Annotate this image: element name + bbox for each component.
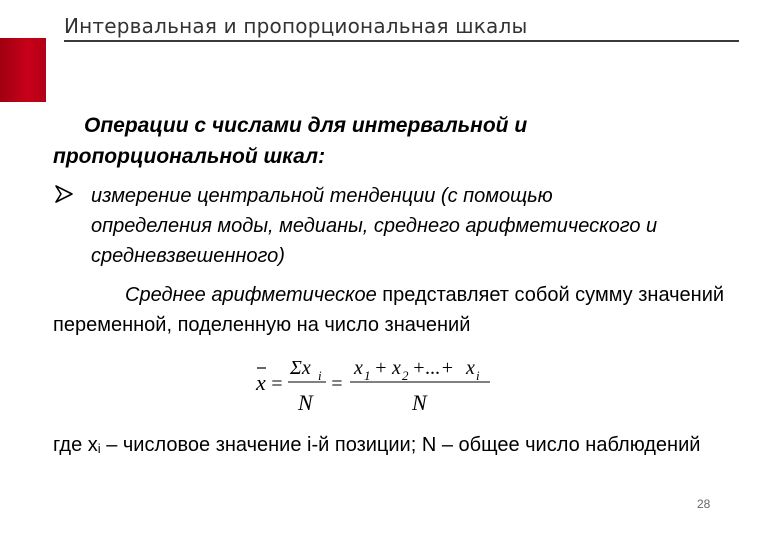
page-number: 28 — [697, 497, 711, 511]
mean-formula — [240, 352, 520, 422]
formula-den2: N — [412, 390, 427, 415]
arrow-bullet-icon — [53, 183, 75, 205]
formula-eq1: = — [270, 373, 284, 395]
title-underline — [64, 40, 739, 42]
formula-num1-sub: i — [318, 368, 322, 383]
notation-note — [53, 430, 753, 464]
formula-num1: Σx — [290, 357, 311, 379]
definition-text: представляет собой сумму значений переменной, поделенную на число значений — [53, 284, 725, 336]
note-sub: i — [97, 441, 101, 456]
section-heading: Операции с числами для интервальной и пропорциональной шкал: — [53, 114, 528, 168]
formula-lhs: x — [256, 370, 266, 395]
formula-x1-sub: 1 — [364, 368, 371, 383]
formula-x2: x — [392, 357, 401, 379]
formula-x1: x — [354, 357, 363, 379]
formula-xi-sub: i — [476, 368, 480, 383]
note-pre: где x — [53, 434, 98, 456]
definition-paragraph — [53, 280, 753, 340]
accent-block — [0, 38, 46, 102]
formula-xi: x — [466, 357, 475, 379]
slide-title: Интервальная и пропорциональная шкалы — [64, 14, 528, 38]
note-post: – числовое значение i-й позиции; N – общее число наблюдений — [100, 434, 701, 456]
definition-term: Среднее арифметическое — [125, 284, 377, 306]
formula-den1: N — [298, 390, 313, 415]
formula-eq2: = — [330, 373, 344, 395]
bullet-text: измерение центральной тенденции (с помощью определения моды, медианы, среднего арифметического и средневзвешенного) — [91, 185, 658, 267]
formula-x2-sub: 2 — [402, 368, 409, 383]
formula-plus1: + — [374, 357, 388, 379]
formula-plus2: +...+ — [412, 357, 454, 379]
